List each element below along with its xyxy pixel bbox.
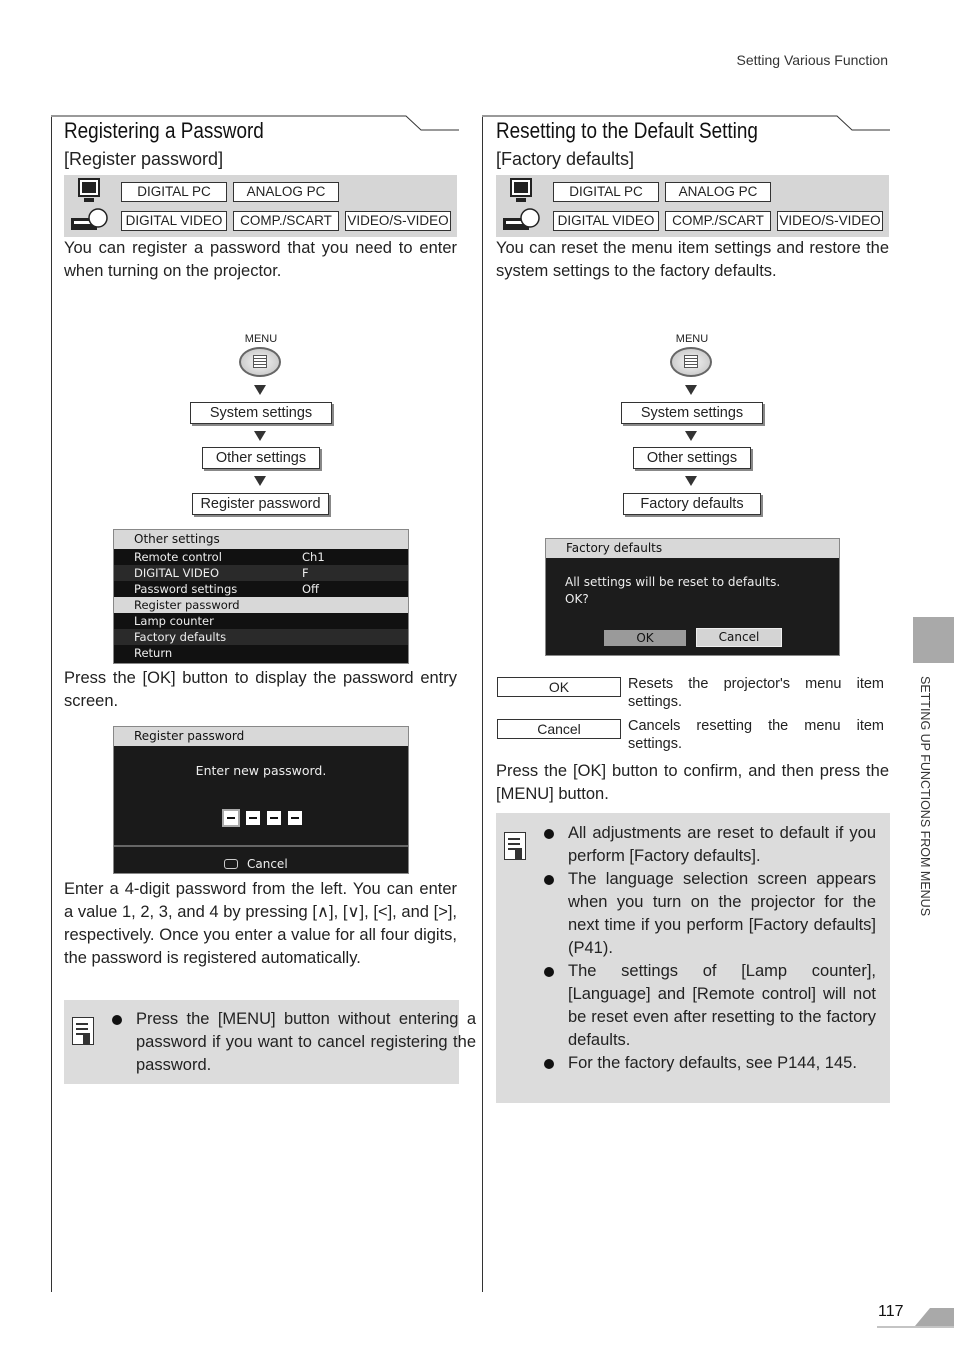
source-digital-pc: DIGITAL PC — [553, 182, 659, 202]
step-other-settings: Other settings — [202, 447, 320, 469]
memo-icon — [504, 832, 526, 860]
password-digit-2 — [246, 811, 260, 825]
flow-arrow — [254, 385, 266, 395]
flow-arrow — [685, 431, 697, 441]
factory-defaults-screen — [545, 538, 840, 656]
screen-ok-button: OK — [604, 630, 686, 646]
left-note-box — [64, 1000, 476, 1084]
screen-title: Register password — [114, 727, 408, 746]
menu-row: Password settings Off — [134, 582, 319, 596]
video-icon — [70, 208, 110, 234]
source-analog-pc: ANALOG PC — [665, 182, 771, 202]
flow-arrow — [254, 431, 266, 441]
right-note-box — [496, 813, 890, 1103]
right-section-title: Resetting to the Default Setting — [496, 118, 758, 143]
menu-row: Lamp counter — [134, 614, 214, 628]
source-comp-scart: COMP./SCART — [233, 211, 339, 231]
note-item: The language selection screen appears when you turn on the projector for the next time if you perform [Factory defaults] (P41). — [538, 868, 876, 960]
register-password-screen — [113, 726, 409, 874]
note-item: For the factory defaults, see P144, 145. — [538, 1052, 876, 1075]
video-icon — [502, 208, 542, 234]
left-intro-text: You can register a password that you need to enter when turning on the projector. — [64, 239, 457, 280]
divider — [114, 845, 408, 847]
cancel-key-icon — [224, 859, 238, 869]
right-note-list — [538, 822, 876, 1075]
password-digit-3 — [267, 811, 281, 825]
press-ok-text: Press the [OK] button to display the password entry screen. — [64, 669, 457, 710]
menu-button-label: MENU — [244, 333, 278, 345]
source-digital-video: DIGITAL VIDEO — [121, 211, 227, 231]
source-video-svideo: VIDEO/S-VIDEO — [345, 211, 451, 231]
password-digit-4 — [288, 811, 302, 825]
source-analog-pc: ANALOG PC — [233, 182, 339, 202]
step-register-password: Register password — [192, 493, 329, 515]
left-column-rule — [51, 117, 52, 1292]
flow-arrow — [685, 385, 697, 395]
option-cancel-description: Cancels resetting the menu item settings. — [628, 718, 884, 752]
right-intro-text: You can reset the menu item settings and restore the system settings to the factory defaults. — [496, 239, 889, 280]
note-item: All adjustments are reset to default if you perform [Factory defaults]. — [538, 822, 876, 868]
option-ok-label: OK — [497, 677, 621, 697]
menu-button-label: MENU — [675, 333, 709, 345]
running-header: Setting Various Function — [736, 52, 888, 68]
source-comp-scart: COMP./SCART — [665, 211, 771, 231]
left-note-item: Press the [MENU] button without entering a password if you want to cancel registering the password. — [106, 1008, 476, 1077]
reset-confirm-question: OK? — [565, 592, 589, 606]
step-factory-defaults: Factory defaults — [623, 493, 761, 515]
option-ok-description: Resets the projector's menu item settings. — [628, 676, 884, 710]
cancel-label: Cancel — [247, 857, 288, 871]
screen-title: Factory defaults — [546, 539, 839, 558]
other-settings-screen — [113, 529, 409, 664]
flow-arrow — [254, 476, 266, 486]
step-system-settings: System settings — [621, 402, 763, 424]
flow-arrow — [685, 476, 697, 486]
step-other-settings: Other settings — [633, 447, 751, 469]
right-section-subtitle: [Factory defaults] — [496, 149, 635, 169]
left-section-subtitle: [Register password] — [64, 149, 224, 169]
menu-row: Return — [134, 646, 173, 660]
enter-digits-text: Enter a 4-digit password from the left. You can enter a value 1, 2, 3, and 4 by pressing [∧], [∨], [<], and [>], respectively. Once you enter a value for all four digits, the password is registered automatically. — [64, 880, 457, 967]
left-section-title: Registering a Password — [64, 118, 264, 143]
password-digit-1 — [222, 809, 240, 827]
pc-icon — [508, 177, 536, 205]
note-item: The settings of [Lamp counter], [Language] and [Remote control] will not be reset even after resetting to the factory defaults. — [538, 960, 876, 1052]
confirm-text: Press the [OK] button to confirm, and then press the [MENU] button. — [496, 762, 889, 803]
right-source-bar — [496, 175, 889, 237]
screen-cancel-button: Cancel — [696, 628, 782, 647]
menu-button-icon — [670, 347, 712, 377]
menu-row: Factory defaults — [114, 629, 408, 645]
password-prompt: Enter new password. — [195, 763, 327, 778]
source-digital-pc: DIGITAL PC — [121, 182, 227, 202]
page-number: 117 — [878, 1303, 904, 1320]
reset-message: All settings will be reset to defaults. — [565, 575, 781, 589]
menu-row-selected: Register password — [114, 597, 408, 613]
menu-row: DIGITAL VIDEO F — [114, 565, 408, 581]
source-video-svideo: VIDEO/S-VIDEO — [777, 211, 883, 231]
option-cancel-label: Cancel — [497, 719, 621, 739]
source-digital-video: DIGITAL VIDEO — [553, 211, 659, 231]
step-system-settings: System settings — [190, 402, 332, 424]
side-chapter-label: SETTING UP FUNCTIONS FROM MENUS — [918, 676, 932, 917]
menu-button-icon — [239, 347, 281, 377]
page-number-tab — [875, 1306, 954, 1328]
memo-icon — [72, 1017, 94, 1045]
left-source-bar — [64, 175, 457, 237]
right-column-rule — [482, 117, 483, 1292]
menu-row: Remote control Ch1 — [134, 550, 325, 564]
screen-title: Other settings — [114, 530, 408, 549]
side-tab-marker — [913, 617, 954, 663]
pc-icon — [76, 177, 104, 205]
